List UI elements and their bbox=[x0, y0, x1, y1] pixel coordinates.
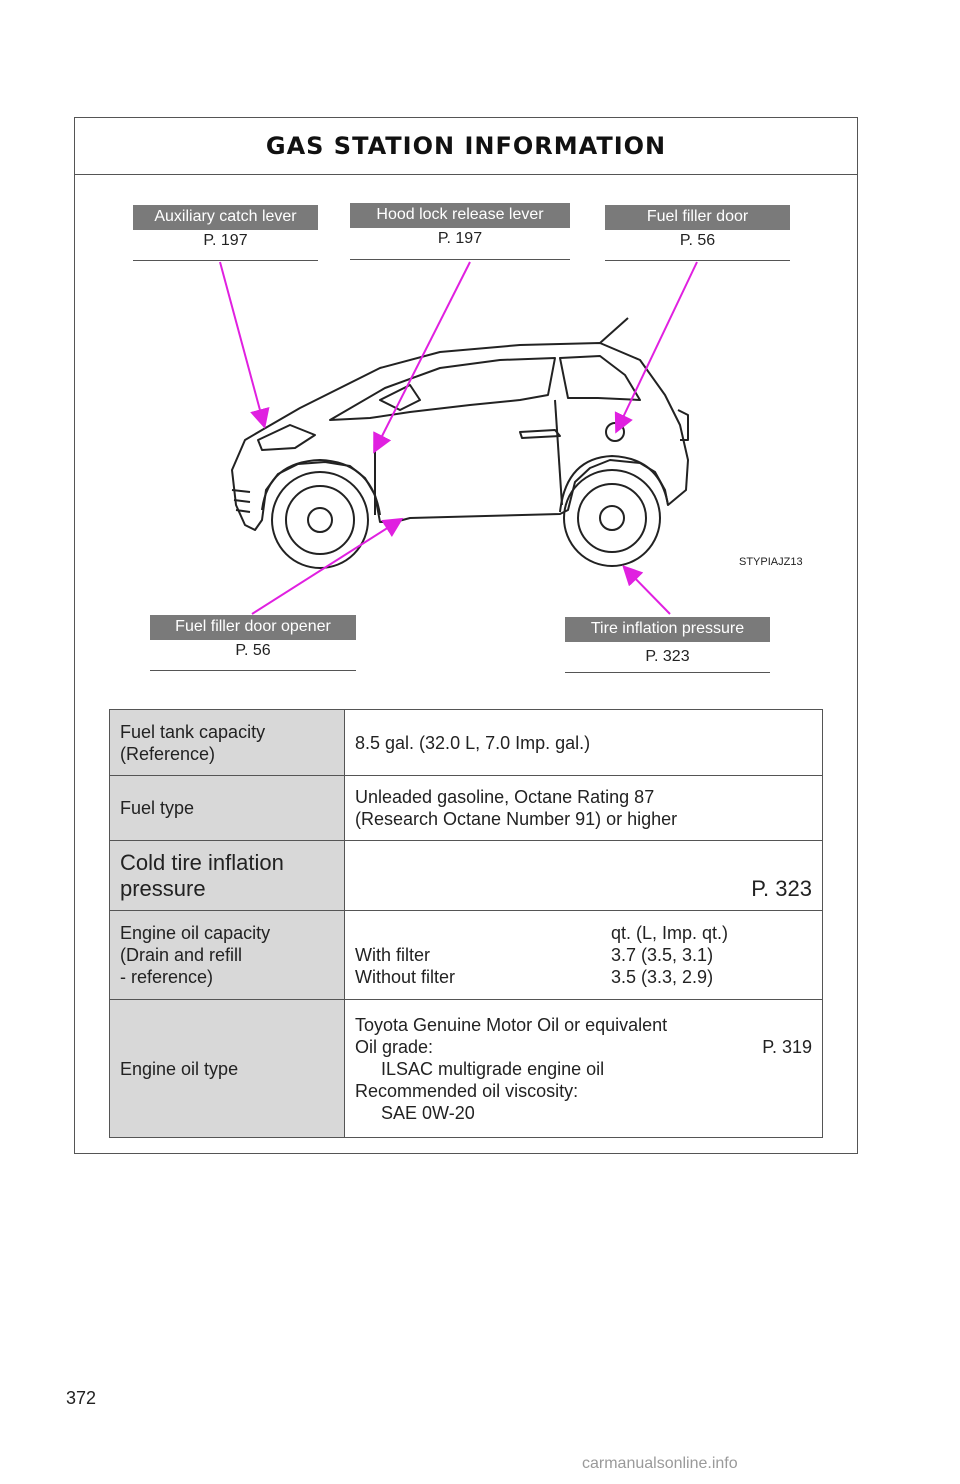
value-line: Recommended oil viscosity: bbox=[355, 1080, 579, 1101]
callout-tire-inflation-pressure bbox=[565, 617, 770, 666]
callout-label: Tire inflation pressure bbox=[565, 617, 770, 642]
row-header bbox=[110, 911, 345, 1000]
page-title: GAS STATION INFORMATION bbox=[265, 132, 667, 160]
oil-grade-line bbox=[355, 1036, 812, 1058]
without-filter-label: Without filter bbox=[355, 967, 456, 987]
row-value bbox=[345, 841, 823, 911]
tire-callout-line bbox=[625, 568, 670, 614]
callout-label: Fuel filler door opener bbox=[150, 615, 356, 640]
callout-fuel-filler-door-opener bbox=[150, 615, 356, 660]
with-filter-value: 3.7 (3.5, 3.1) bbox=[611, 945, 714, 965]
callout-page-ref: P. 197 bbox=[437, 230, 483, 247]
divider bbox=[133, 260, 318, 261]
aux-callout-line bbox=[220, 262, 264, 425]
divider bbox=[150, 670, 356, 671]
callout-label: Fuel filler door bbox=[605, 205, 790, 230]
grid-spacer bbox=[355, 922, 611, 944]
header-line: (Drain and refill bbox=[120, 945, 243, 965]
table-row bbox=[110, 710, 823, 776]
callout-hood-lock-release-lever bbox=[350, 203, 570, 248]
value-line: Oil grade: bbox=[355, 1036, 434, 1057]
page-number: 372 bbox=[66, 1388, 97, 1408]
oil-capacity-grid bbox=[355, 922, 812, 988]
callout-page-ref: P. 197 bbox=[203, 232, 248, 249]
page-ref: P. 319 bbox=[762, 1036, 812, 1057]
callout-page-ref: P. 56 bbox=[235, 642, 271, 659]
page-ref: P. 323 bbox=[751, 875, 812, 901]
row-header bbox=[110, 710, 345, 776]
table-row bbox=[110, 911, 823, 1000]
value-line: Unleaded gasoline, Octane Rating 87 bbox=[355, 787, 655, 807]
header-line: pressure bbox=[120, 875, 206, 901]
callout-page-ref: P. 56 bbox=[679, 232, 716, 249]
value-line: (Research Octane Number 91) or higher bbox=[355, 809, 678, 829]
divider bbox=[565, 672, 770, 673]
image-code: STYPIAJZ13 bbox=[739, 556, 803, 568]
row-header: Fuel type bbox=[110, 776, 345, 841]
header-line: (Reference) bbox=[120, 743, 216, 764]
spec-table bbox=[109, 709, 823, 1138]
callout-label: Hood lock release lever bbox=[350, 203, 570, 228]
with-filter-label: With filter bbox=[355, 945, 431, 965]
callout-fuel-filler-door bbox=[605, 205, 790, 250]
table-row bbox=[110, 1000, 823, 1138]
row-value bbox=[345, 911, 823, 1000]
row-value: 8.5 gal. (32.0 L, 7.0 Imp. gal.) bbox=[345, 710, 823, 776]
row-value bbox=[345, 1000, 823, 1138]
unit-label: qt. (L, Imp. qt.) bbox=[611, 923, 729, 943]
callout-auxiliary-catch-lever bbox=[133, 205, 318, 250]
header-line: - reference) bbox=[120, 967, 214, 987]
car-illustration bbox=[0, 0, 960, 700]
value-line: SAE 0W-20 bbox=[381, 1102, 475, 1123]
value-line: Toyota Genuine Motor Oil or equivalent bbox=[355, 1014, 668, 1035]
callout-label: Auxiliary catch lever bbox=[133, 205, 318, 230]
without-filter-value: 3.5 (3.3, 2.9) bbox=[611, 967, 714, 987]
header-line: Cold tire inflation bbox=[120, 849, 284, 875]
divider bbox=[350, 259, 570, 260]
divider bbox=[605, 260, 790, 261]
filler-door-callout-line bbox=[617, 262, 697, 430]
header-line: Engine oil capacity bbox=[120, 923, 271, 943]
row-header: Engine oil type bbox=[110, 1000, 345, 1138]
watermark: carmanualsonline.info bbox=[582, 1455, 738, 1472]
row-header bbox=[110, 841, 345, 911]
callout-page-ref: P. 323 bbox=[645, 648, 690, 665]
header-line: Fuel tank capacity bbox=[120, 721, 266, 742]
table-row bbox=[110, 841, 823, 911]
value-line: ILSAC multigrade engine oil bbox=[381, 1058, 605, 1079]
hood-callout-line bbox=[375, 262, 470, 450]
table-row bbox=[110, 776, 823, 841]
row-value bbox=[345, 776, 823, 841]
